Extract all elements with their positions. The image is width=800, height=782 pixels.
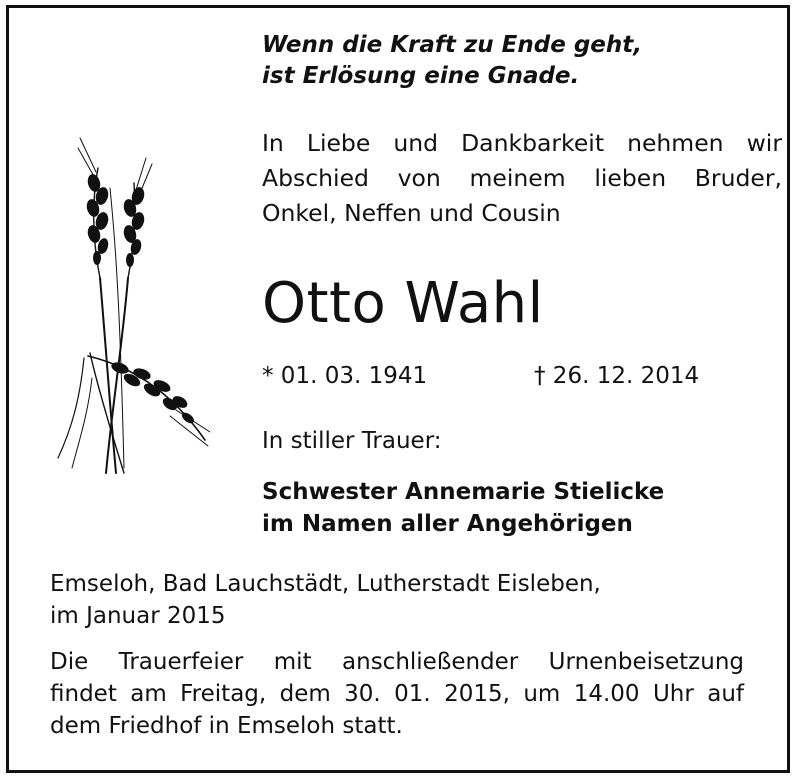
intro-text xyxy=(262,126,782,231)
place-and-date xyxy=(50,568,601,632)
motto xyxy=(262,30,642,92)
deceased-name: Otto Wahl xyxy=(262,271,544,336)
service-line-2: findet am Freitag, dem 30. 01. 2015, um 14.00 Uhr auf xyxy=(50,681,744,707)
intro-line-3: Onkel, Neffen und Cousin xyxy=(262,199,561,227)
mourners xyxy=(262,476,664,540)
motto-line-1: Wenn die Kraft zu Ende geht, xyxy=(262,32,642,58)
mourners-line-2: im Namen aller Angehörigen xyxy=(262,511,633,537)
intro-line-2: Abschied von meinem lieben Bruder, xyxy=(262,164,782,192)
service-line-3: dem Friedhof in Emseloh statt. xyxy=(50,713,403,739)
place-line-1: Emseloh, Bad Lauchstädt, Lutherstadt Eisleben, xyxy=(50,571,601,597)
death-date: † 26. 12. 2014 xyxy=(534,363,700,389)
place-line-2: im Januar 2015 xyxy=(50,603,226,629)
birth-date: * 01. 03. 1941 xyxy=(262,363,428,389)
funeral-service-notice xyxy=(50,646,744,742)
wheat-ears-icon xyxy=(50,128,210,478)
motto-line-2: ist Erlösung eine Gnade. xyxy=(262,63,580,89)
mourning-label: In stiller Trauer: xyxy=(262,428,442,454)
service-line-1: Die Trauerfeier mit anschließender Urnenbeisetzung xyxy=(50,649,744,675)
mourners-line-1: Schwester Annemarie Stielicke xyxy=(262,479,665,505)
intro-line-1: In Liebe und Dankbarkeit nehmen wir xyxy=(262,129,782,157)
